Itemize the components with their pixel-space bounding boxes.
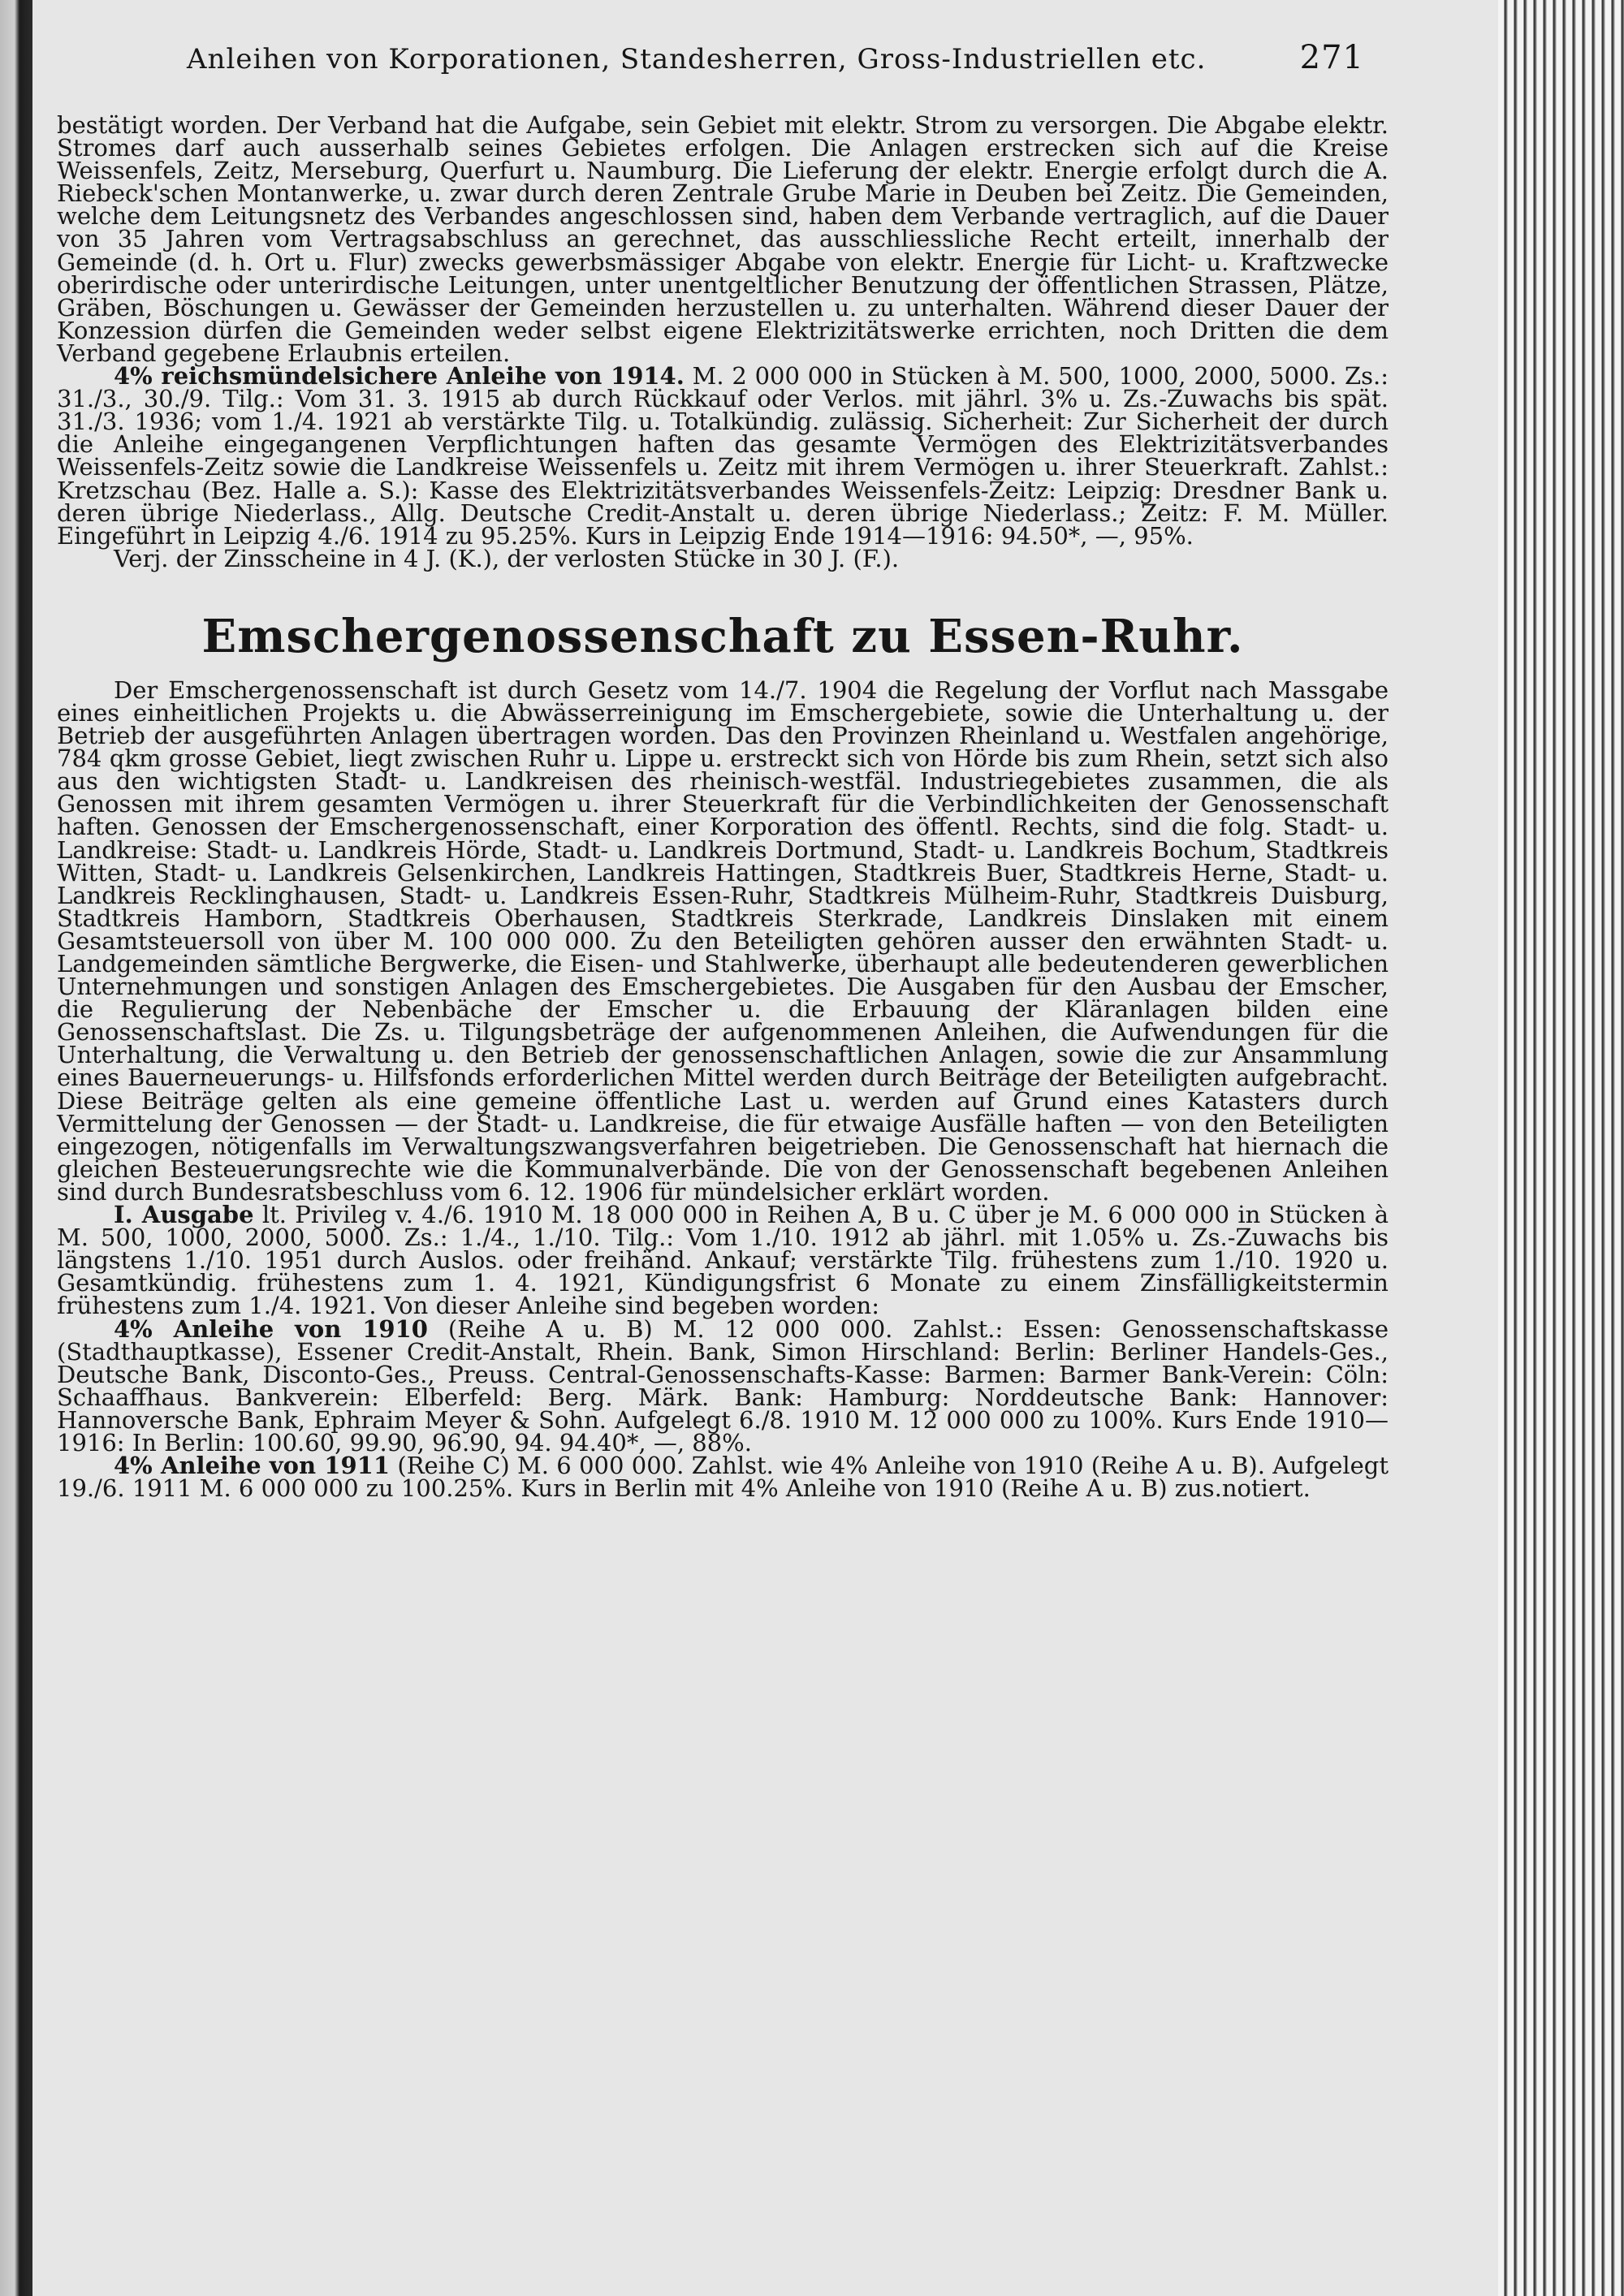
running-head: [187, 39, 1364, 76]
running-head-title: Anleihen von Korporationen, Standesherren, Gross-Industriellen etc.: [187, 43, 1207, 76]
book-page: [32, 0, 1498, 2296]
emscher-loan-1910-text: (Reihe A u. B) M. 12 000 000. Zahlst.: Essen: Genossenschaftskasse (Stadthauptkasse), Essener Credit-Anstalt, Rhein. Bank, Simon Hirschland: Berlin: Berliner Handels-Ges., Deutsche Bank, Disconto-Ges., Preuss. Central-Genossenschafts-Kasse: Barmen: Barmer Bank-Verein: Cöln: Schaaffhaus. Bankverein: Elberfeld: Berg. Märk. Bank: Hamburg: Norddeutsche Bank: Hannover: Hannoversche Bank, Ephraim Meyer & Sohn. Aufgelegt 6./8. 1910 M. 12 000 000 zu 100%. Kurs Ende 1910—1916: In Berlin: 100.60, 99.90, 96.90, 94. 94.40*, —, 88%.: [57, 1314, 1389, 1457]
emscher-loan-1911-heading: 4% Anleihe von 1911: [114, 1452, 391, 1480]
emscher-loan-1910-heading: 4% Anleihe von 1910: [114, 1314, 428, 1343]
emscher-loan-1910-paragraph: [57, 1314, 1389, 1457]
emscher-body-paragraph: Der Emschergenossenschaft ist durch Gesetz vom 14./7. 1904 die Regelung der Vorflut nach Massgabe eines einheitlichen Projekts u. die Abwässerreinigung im Emschergebiete, sowie die Unterhaltung u. der Betrieb der ausgeführten Anlagen übertragen worden. Das den Provinzen Rheinland u. Westfalen angehörige, 784 qkm grosse Gebiet, liegt zwischen Ruhr u. Lippe u. erstreckt sich von Hörde bis zum Rhein, setzt sich also aus den wichtigsten Stadt- u. Landkreisen des rheinisch-westfäl. Industriegebietes zusammen, die als Genossen mit ihrem gesamten Vermögen u. ihrer Steuerkraft für die Verbindlichkeiten der Genossenschaft haften. Genossen der Emschergenossenschaft, einer Korporation des öffentl. Rechts, sind die folg. Stadt- u. Landkreise: Stadt- u. Landkreis Hörde, Stadt- u. Landkreis Dortmund, Stadt- u. Landkreis Bochum, Stadtkreis Witten, Stadt- u. Landkreis Gelsenkirchen, Landkreis Hattingen, Stadtkreis Buer, Stadtkreis Herne, Stadt- u. Landkreis Recklinghausen, Stadt- u. Landkreis Essen-Ruhr, Stadtkreis Mülheim-Ruhr, Stadtkreis Duisburg, Stadtkreis Hamborn, Stadtkreis Oberhausen, Stadtkreis Sterkrade, Landkreis Dinslaken mit einem Gesamtsteuersoll von über M. 100 000 000. Zu den Beteiligten gehören ausser den erwähnten Stadt- u. Landgemeinden sämtliche Bergwerke, die Eisen- und Stahlwerke, überhaupt alle bedeutenderen gewerblichen Unternehmungen und sonstigen Anlagen des Emschergebietes. Die Ausgaben für den Ausbau der Emscher, die Regulierung der Nebenbäche der Emscher u. die Erbauung der Kläranlagen bilden eine Genossenschaftslast. Die Zs. u. Tilgungsbeträge der aufgenommenen Anleihen, die Aufwendungen für die Unterhaltung, die Verwaltung u. den Betrieb der genossenschaftlichen Anlagen, sowie die zur Ansammlung eines Bauerneuerungs- u. Hilfsfonds erforderlichen Mittel werden durch Beiträge der Beteiligten aufgebracht. Diese Beiträge gelten als eine gemeine öffentliche Last u. werden auf Grund eines Katasters durch Vermittelung der Genossen — der Stadt- u. Landkreise, die für etwaige Ausfälle haften — von den Beteiligten eingezogen, nötigenfalls im Verwaltungszwangsverfahren beigetrieben. Die Genossenschaft hat hiernach die gleichen Besteuerungsrechte wie die Kommunalverbände. Die von der Genossenschaft begebenen Anleihen sind durch Bundesratsbeschluss vom 6. 12. 1906 für mündelsicher erklärt worden.: [57, 675, 1389, 1206]
page-number: 271: [1299, 39, 1364, 76]
verband-intro-paragraph: bestätigt worden. Der Verband hat die Aufgabe, sein Gebiet mit elektr. Strom zu versorgen. Die Abgabe elektr. Stromes darf auch ausserhalb seines Gebietes erfolgen. Die Anlagen erstrecken sich auf die Kreise Weissenfels, Zeitz, Merseburg, Querfurt u. Naumburg. Die Lieferung der elektr. Energie erfolgt durch die A. Riebeck'schen Montanwerke, u. zwar durch deren Zentrale Grube Marie in Deuben bei Zeitz. Die Gemeinden, welche dem Leitungsnetz des Verbandes angeschlossen sind, haben dem Verbande vertraglich, auf die Dauer von 35 Jahren vom Vertragsabschluss an gerechnet, das ausschliessliche Recht erteilt, innerhalb der Gemeinde (d. h. Ort u. Flur) zwecks gewerbsmässiger Abgabe von elektr. Energie für Licht- u. Kraftzwecke oberirdische oder unterirdische Leitungen, unter unentgeltlicher Benutzung der öffentlichen Strassen, Plätze, Gräben, Böschungen u. Gewässer der Gemeinden herzustellen u. zu unterhalten. Während dieser Dauer der Konzession dürfen die Gemeinden weder selbst eigene Elektrizitätswerke errichten, noch Dritten die dem Verband gegebene Erlaubnis erteilen.: [57, 111, 1389, 367]
verband-loan-heading: 4% reichsmündelsichere Anleihe von 1914.: [114, 362, 685, 391]
emscher-loan-1911-paragraph: [57, 1452, 1389, 1503]
emscher-ausgabe-paragraph: [57, 1201, 1389, 1320]
verband-loan-text: M. 2 000 000 in Stücken à M. 500, 1000, 2000, 5000. Zs.: 31./3., 30./9. Tilg.: Vom 31. 3. 1915 ab durch Rückkauf oder Verlos. mit jährl. 3% u. Zs.-Zuwachs bis spät. 31./3. 1936; vom 1./4. 1921 ab verstärkte Tilg. u. Totalkündig. zulässig. Sicherheit: Zur Sicherheit der durch die Anleihe eingegangenen Verpflichtungen haften das gesamte Vermögen des Elektrizitätsverbandes Weissenfels-Zeitz sowie die Landkreise Weissenfels u. Zeitz mit ihrem Vermögen u. ihrer Steuerkraft. Zahlst.: Kretzschau (Bez. Halle a. S.): Kasse des Elektrizitätsverbandes Weissenfels-Zeitz: Leipzig: Dresdner Bank u. deren übrige Niederlass., Allg. Deutsche Credit-Anstalt u. deren übrige Niederlass.; Zeitz: F. M. Müller. Eingeführt in Leipzig 4./6. 1914 zu 95.25%. Kurs in Leipzig Ende 1914—1916: 94.50*, —, 95%.: [57, 362, 1389, 550]
emscher-ausgabe-text: lt. Privileg v. 4./6. 1910 M. 18 000 000 in Reihen A, B u. C über je M. 6 000 000 in Stücken à M. 500, 1000, 2000, 5000. Zs.: 1./4., 1./10. Tilg.: Vom 1./10. 1912 ab jährl. mit 1.05% u. Zs.-Zuwachs bis längstens 1./10. 1951 durch Auslos. oder freihänd. Ankauf; verstärkte Tilg. frühestens zum 1./10. 1920 u. Gesamtkündig. frühestens zum 1. 4. 1921, Kündigungsfrist 6 Monate zu einem Zinsfälligkeitstermin frühestens zum 1./4. 1921. Von dieser Anleihe sind begeben worden:: [57, 1201, 1389, 1320]
emscher-ausgabe-heading: I. Ausgabe: [114, 1201, 254, 1229]
section-title-emschergenossenschaft: Emschergenossenschaft zu Essen-Ruhr.: [201, 609, 1244, 663]
emscher-loan-1911-text: (Reihe C) M. 6 000 000. Zahlst. wie 4% Anleihe von 1910 (Reihe A u. B). Aufgelegt 19./6. 1911 M. 6 000 000 zu 100.25%. Kurs in Berlin mit 4% Anleihe von 1910 (Reihe A u. B) zus.notiert.: [57, 1452, 1389, 1503]
book-binding-left: [0, 0, 32, 2296]
page-body: [57, 111, 1389, 1503]
verband-verjaehrung: Verj. der Zinsscheine in 4 J. (K.), der verlosten Stücke in 30 J. (F.).: [114, 544, 900, 572]
verband-loan-paragraph: [57, 362, 1389, 550]
book-page-edges: [1498, 0, 1624, 2296]
